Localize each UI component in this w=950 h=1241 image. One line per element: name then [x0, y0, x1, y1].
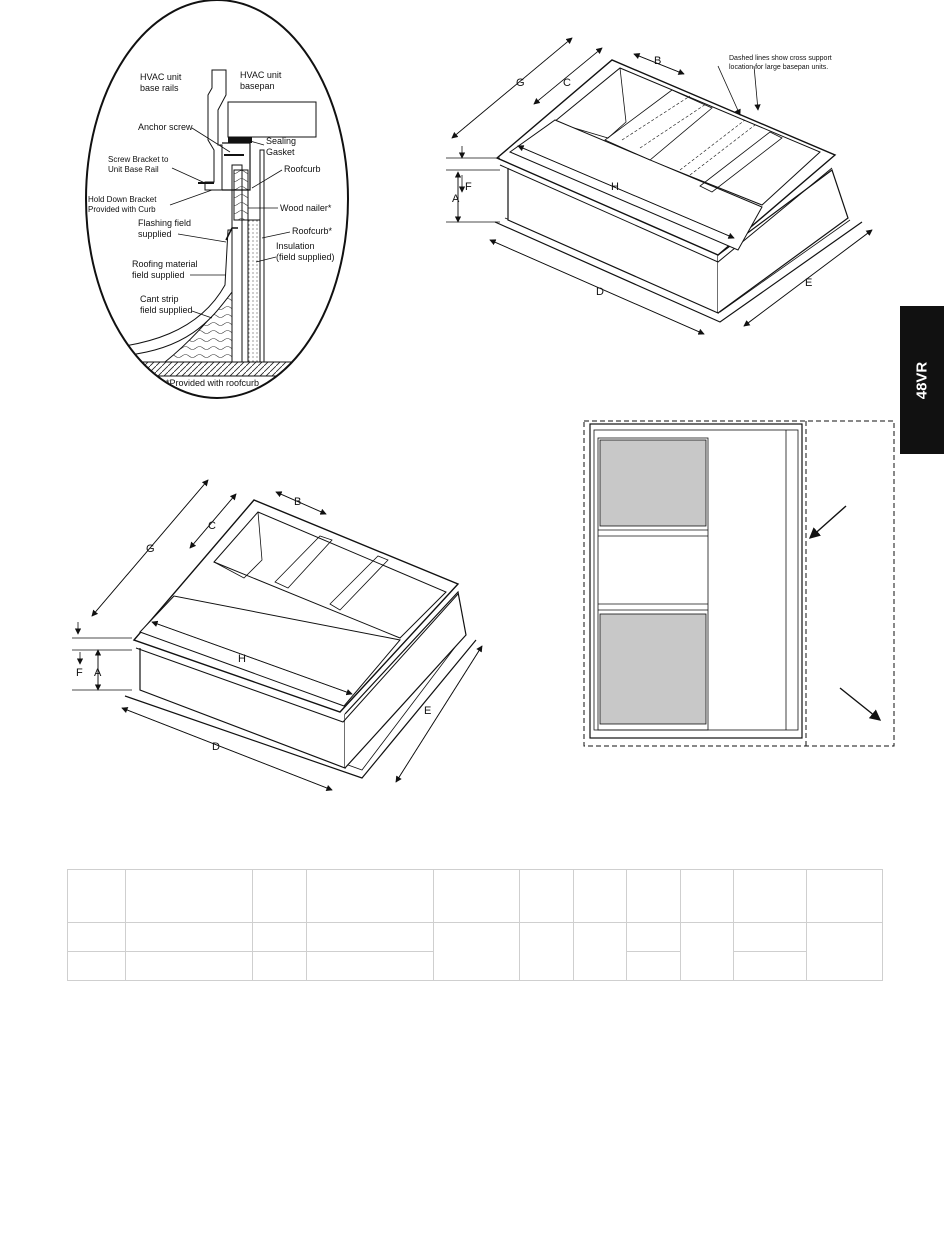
dim-b-small: B	[294, 496, 302, 508]
sealing-gasket	[228, 137, 252, 143]
table-header-row	[68, 870, 883, 923]
dim-c-large: C	[563, 77, 571, 89]
dim-d-large: D	[596, 286, 604, 298]
label-anchor-screw: Anchor screw	[138, 122, 193, 132]
wood-nailer	[234, 170, 248, 220]
side-tab-label: 48VR	[913, 361, 931, 399]
basepan	[228, 102, 316, 137]
dim-d-small: D	[212, 741, 220, 753]
label-sealing-gasket: Sealing Gasket	[266, 136, 297, 157]
label-roofing: Roofing material field supplied	[132, 259, 198, 280]
table-row	[68, 923, 883, 952]
dim-c-small: C	[208, 520, 216, 532]
dim-a-small: A	[94, 667, 102, 679]
label-base-rails: HVAC unit base rails	[140, 72, 182, 93]
dim-e-large: E	[805, 277, 813, 289]
label-hold-down: Hold Down Bracket Provided with Curb	[88, 195, 157, 214]
label-roofcurb: Roofcurb	[284, 164, 321, 174]
label-cant-strip: Cant strip field supplied	[140, 294, 193, 315]
dim-e-small: E	[424, 705, 432, 717]
cross-support-note: Dashed lines show cross support location for large basepan units.	[729, 55, 832, 71]
plan-opening-top	[600, 440, 706, 526]
dim-a-large: A	[452, 193, 460, 205]
plan-view	[584, 421, 894, 746]
roof-deck	[80, 362, 380, 376]
dim-h-large: H	[611, 181, 619, 193]
dim-b-large: B	[654, 55, 662, 67]
label-flashing: Flashing field supplied	[138, 218, 192, 239]
plan-opening-bottom	[600, 614, 706, 724]
roofcurb-detail	[80, 0, 380, 398]
base-rail	[205, 70, 226, 190]
dim-h-small: H	[238, 653, 246, 665]
small-roofcurb-drawing	[125, 500, 476, 778]
dim-g-small: G	[146, 543, 155, 555]
label-insulation: Insulation (field supplied)	[276, 241, 335, 262]
label-wood-nailer: Wood nailer*	[280, 203, 332, 213]
dim-f-small: F	[76, 667, 83, 679]
label-screw-bracket: Screw Bracket to Unit Base Rail	[108, 155, 169, 174]
dimension-table	[67, 869, 883, 981]
dim-g-large: G	[516, 77, 525, 89]
label-basepan: HVAC unit basepan	[240, 70, 282, 91]
label-footnote: *Provided with roofcurb	[166, 378, 260, 388]
label-roofcurb-star: Roofcurb*	[292, 226, 333, 236]
dim-f-large: F	[465, 181, 472, 193]
insulation	[248, 220, 260, 362]
